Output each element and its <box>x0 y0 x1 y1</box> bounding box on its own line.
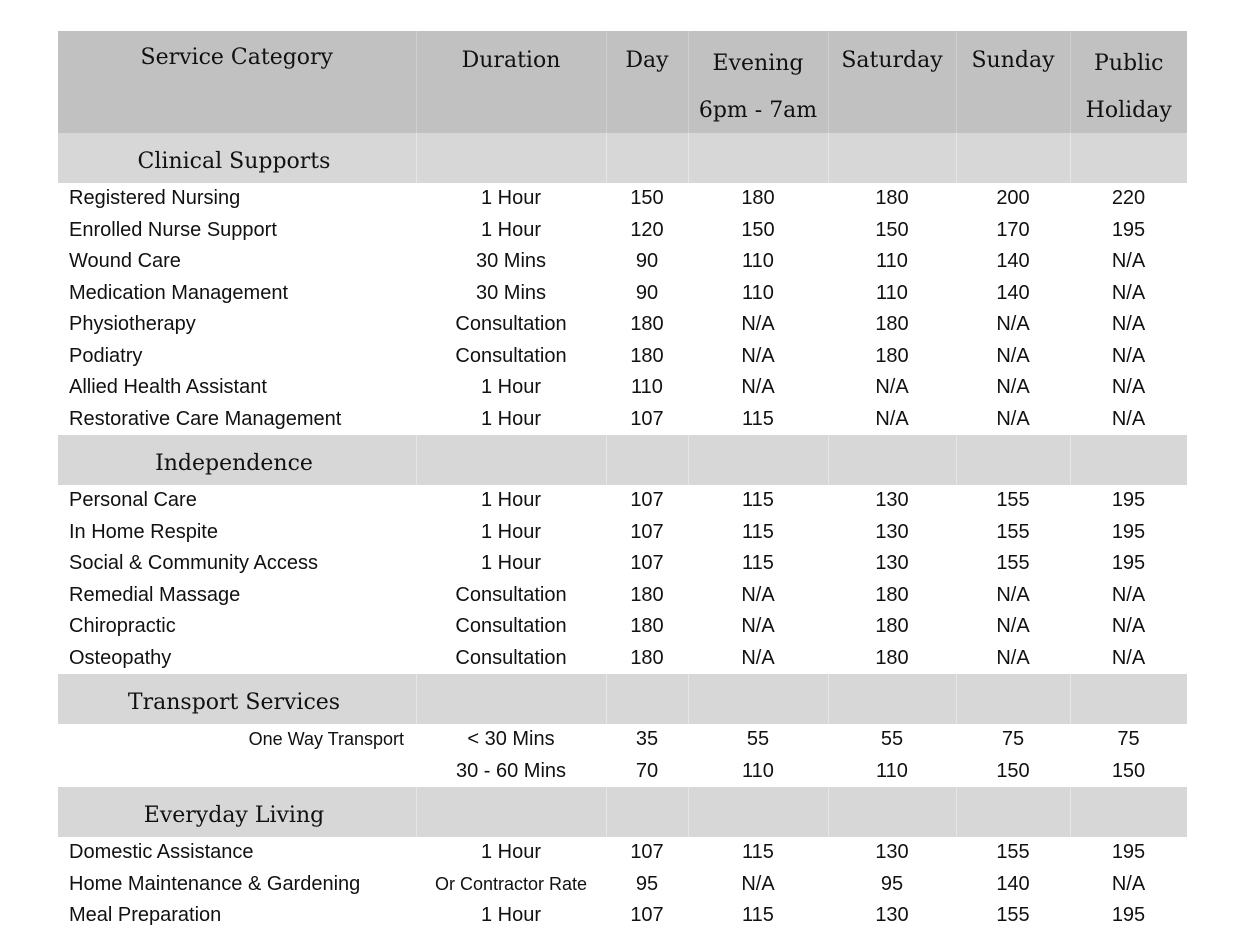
service-name: Osteopathy <box>69 646 172 669</box>
saturday-cell: 55 <box>880 728 904 751</box>
holiday-cell: N/A <box>1111 646 1146 669</box>
header-sunday: Sunday <box>956 31 1070 133</box>
day-cell: 70 <box>635 759 659 782</box>
duration-cell: 1 Hour <box>480 376 542 399</box>
duration-cell: 1 Hour <box>480 841 542 864</box>
saturday-cell: 180 <box>875 187 909 210</box>
evening-cell: 110 <box>742 281 774 304</box>
sunday-cell: 155 <box>996 489 1030 512</box>
price-list-sheet <box>58 31 1187 932</box>
sunday-cell: 155 <box>996 904 1030 927</box>
sunday-cell: 170 <box>996 218 1030 241</box>
holiday-cell: N/A <box>1111 250 1146 273</box>
service-name: Allied Health Assistant <box>69 376 267 399</box>
service-name: Home Maintenance & Gardening <box>69 872 361 895</box>
price-table <box>58 31 1187 932</box>
holiday-cell: N/A <box>1111 376 1146 399</box>
table-row <box>58 724 1187 756</box>
day-cell: 150 <box>630 187 664 210</box>
saturday-cell: N/A <box>875 407 909 430</box>
section-filler-cell <box>956 435 1070 485</box>
table-row <box>58 246 1187 278</box>
section-filler-cell <box>828 674 956 724</box>
holiday-cell: 195 <box>1111 520 1146 543</box>
section-title-cell <box>58 133 416 183</box>
service-name: Registered Nursing <box>69 187 241 210</box>
duration-cell: 1 Hour <box>480 520 542 543</box>
table-header <box>58 31 1187 133</box>
table-row <box>58 183 1187 215</box>
day-cell: 110 <box>631 376 663 399</box>
section-header-row <box>58 435 1187 485</box>
evening-cell: N/A <box>741 344 775 367</box>
holiday-cell: 75 <box>1117 728 1140 751</box>
sunday-cell: 155 <box>996 841 1030 864</box>
table-row <box>58 869 1187 901</box>
table-row <box>58 485 1187 517</box>
sunday-cell: 140 <box>996 872 1030 895</box>
holiday-cell: 195 <box>1111 841 1146 864</box>
section-header-row <box>58 133 1187 183</box>
saturday-cell: 180 <box>875 344 909 367</box>
service-name: Personal Care <box>69 489 197 512</box>
service-name: Social & Community Access <box>69 552 318 575</box>
saturday-cell: 180 <box>875 615 909 638</box>
header-duration: Duration <box>416 31 606 133</box>
service-name: Remedial Massage <box>69 583 241 606</box>
holiday-cell: 220 <box>1111 187 1146 210</box>
sunday-cell: N/A <box>996 407 1030 430</box>
table-row <box>58 900 1187 932</box>
duration-cell: 1 Hour <box>480 552 542 575</box>
duration-cell: 30 Mins <box>475 281 547 304</box>
day-cell: 180 <box>630 344 664 367</box>
day-cell: 180 <box>630 646 664 669</box>
holiday-cell: 195 <box>1111 904 1146 927</box>
sunday-cell: 150 <box>996 759 1030 782</box>
saturday-cell: 150 <box>875 218 909 241</box>
section-title: Transport Services <box>127 689 341 715</box>
table-row <box>58 404 1187 436</box>
table-row <box>58 837 1187 869</box>
service-name <box>58 756 416 788</box>
sunday-cell: N/A <box>996 583 1030 606</box>
duration-cell: 1 Hour <box>480 407 542 430</box>
saturday-cell: 130 <box>875 520 909 543</box>
sunday-cell: N/A <box>996 615 1030 638</box>
table-body <box>58 133 1187 932</box>
evening-cell: 110 <box>742 250 774 273</box>
sunday-cell: 155 <box>996 520 1030 543</box>
section-filler-cell <box>956 133 1070 183</box>
section-title-cell <box>58 674 416 724</box>
table-row <box>58 341 1187 373</box>
section-filler-cell <box>1070 674 1187 724</box>
day-cell: 107 <box>630 520 664 543</box>
duration-cell: 1 Hour <box>480 489 542 512</box>
section-filler-cell <box>688 674 828 724</box>
section-title: Clinical Supports <box>137 148 331 174</box>
table-row <box>58 372 1187 404</box>
evening-cell: 115 <box>742 489 774 512</box>
saturday-cell: 110 <box>876 250 908 273</box>
evening-cell: 55 <box>746 728 770 751</box>
section-filler-cell <box>688 133 828 183</box>
day-cell: 180 <box>630 615 664 638</box>
duration-cell: Consultation <box>455 583 567 606</box>
duration-cell: 1 Hour <box>480 904 542 927</box>
service-name: Wound Care <box>69 250 181 273</box>
section-filler-cell <box>828 435 956 485</box>
day-cell: 107 <box>630 407 664 430</box>
section-filler-cell <box>688 787 828 837</box>
evening-cell: 110 <box>742 759 774 782</box>
day-cell: 90 <box>635 281 659 304</box>
evening-cell: 115 <box>742 904 774 927</box>
evening-cell: N/A <box>741 313 775 336</box>
sunday-cell: N/A <box>996 376 1030 399</box>
table-row <box>58 580 1187 612</box>
table-row <box>58 215 1187 247</box>
section-filler-cell <box>416 133 606 183</box>
day-cell: 120 <box>630 218 664 241</box>
section-filler-cell <box>688 435 828 485</box>
sunday-cell: 140 <box>996 250 1030 273</box>
service-name: In Home Respite <box>69 520 218 543</box>
service-name: Restorative Care Management <box>69 407 342 430</box>
sunday-cell: N/A <box>996 313 1030 336</box>
table-row <box>58 548 1187 580</box>
section-filler-cell <box>606 787 688 837</box>
holiday-cell: 195 <box>1111 218 1146 241</box>
duration-cell: Or Contractor Rate <box>434 873 588 894</box>
duration-cell: Consultation <box>455 646 567 669</box>
duration-cell: 30 - 60 Mins <box>455 759 567 782</box>
section-filler-cell <box>606 674 688 724</box>
section-filler-cell <box>606 133 688 183</box>
duration-cell: 30 Mins <box>475 250 547 273</box>
holiday-cell: N/A <box>1111 344 1146 367</box>
saturday-cell: 130 <box>875 489 909 512</box>
service-name: Meal Preparation <box>69 904 222 927</box>
table-row <box>58 643 1187 675</box>
table-row <box>58 278 1187 310</box>
section-filler-cell <box>1070 787 1187 837</box>
section-filler-cell <box>828 133 956 183</box>
table-row <box>58 756 1187 788</box>
day-cell: 90 <box>635 250 659 273</box>
saturday-cell: 130 <box>875 552 909 575</box>
table-row <box>58 309 1187 341</box>
section-filler-cell <box>956 674 1070 724</box>
saturday-cell: 130 <box>875 841 909 864</box>
sunday-cell: 155 <box>996 552 1030 575</box>
saturday-cell: 110 <box>876 759 908 782</box>
holiday-cell: N/A <box>1111 615 1146 638</box>
day-cell: 35 <box>635 728 659 751</box>
holiday-cell: N/A <box>1111 313 1146 336</box>
evening-cell: 115 <box>742 552 774 575</box>
saturday-cell: N/A <box>875 376 909 399</box>
service-name: Enrolled Nurse Support <box>69 218 277 241</box>
saturday-cell: 95 <box>880 872 904 895</box>
saturday-cell: 180 <box>875 313 909 336</box>
evening-cell: N/A <box>741 615 775 638</box>
service-name: Podiatry <box>69 344 143 367</box>
duration-cell: Consultation <box>455 313 567 336</box>
evening-cell: 150 <box>741 218 775 241</box>
evening-cell: 115 <box>742 841 774 864</box>
holiday-cell: N/A <box>1111 281 1146 304</box>
section-filler-cell <box>416 787 606 837</box>
holiday-cell: N/A <box>1111 872 1146 895</box>
sunday-cell: N/A <box>996 344 1030 367</box>
day-cell: 107 <box>630 552 664 575</box>
service-name: Domestic Assistance <box>69 841 254 864</box>
section-header-row <box>58 674 1187 724</box>
evening-cell: N/A <box>741 376 775 399</box>
duration-cell: 1 Hour <box>480 218 542 241</box>
sunday-cell: N/A <box>996 646 1030 669</box>
section-title-cell <box>58 787 416 837</box>
section-title-cell <box>58 435 416 485</box>
holiday-cell: N/A <box>1111 583 1146 606</box>
day-cell: 95 <box>635 872 659 895</box>
holiday-cell: 150 <box>1111 759 1146 782</box>
saturday-cell: 180 <box>875 646 909 669</box>
saturday-cell: 130 <box>875 904 909 927</box>
sunday-cell: 140 <box>996 281 1030 304</box>
evening-cell: N/A <box>741 583 775 606</box>
section-filler-cell <box>1070 133 1187 183</box>
day-cell: 107 <box>630 904 664 927</box>
duration-cell: Consultation <box>455 615 567 638</box>
service-name: One Way Transport <box>248 729 404 750</box>
service-name: Chiropractic <box>69 615 176 638</box>
evening-cell: N/A <box>741 646 775 669</box>
day-cell: 180 <box>630 313 664 336</box>
table-row <box>58 517 1187 549</box>
section-filler-cell <box>828 787 956 837</box>
service-name: Physiotherapy <box>69 313 196 336</box>
day-cell: 107 <box>630 489 664 512</box>
header-evening-hours: 6pm - 7am <box>688 87 828 133</box>
saturday-cell: 110 <box>876 281 908 304</box>
evening-cell: 115 <box>742 407 774 430</box>
header-public: Public <box>1070 31 1187 87</box>
section-filler-cell <box>1070 435 1187 485</box>
holiday-cell: 195 <box>1111 552 1146 575</box>
header-evening: Evening <box>688 31 828 87</box>
day-cell: 107 <box>630 841 664 864</box>
duration-cell: 1 Hour <box>480 187 542 210</box>
section-title: Everyday Living <box>143 802 325 828</box>
section-title: Independence <box>155 450 313 476</box>
duration-cell: Consultation <box>455 344 567 367</box>
evening-cell: 115 <box>742 520 774 543</box>
day-cell: 180 <box>630 583 664 606</box>
section-filler-cell <box>956 787 1070 837</box>
header-service-category: Service Category <box>58 31 416 133</box>
evening-cell: 180 <box>741 187 775 210</box>
header-saturday: Saturday <box>828 31 956 133</box>
holiday-cell: 195 <box>1111 489 1146 512</box>
saturday-cell: 180 <box>875 583 909 606</box>
sunday-cell: 200 <box>996 187 1030 210</box>
holiday-cell: N/A <box>1111 407 1146 430</box>
duration-cell: < 30 Mins <box>467 728 555 751</box>
table-row <box>58 611 1187 643</box>
section-filler-cell <box>416 435 606 485</box>
sunday-cell: 75 <box>1001 728 1025 751</box>
service-name: Medication Management <box>69 281 289 304</box>
header-day: Day <box>606 31 688 133</box>
header-holiday: Holiday <box>1070 87 1187 133</box>
evening-cell: N/A <box>741 872 775 895</box>
section-header-row <box>58 787 1187 837</box>
section-filler-cell <box>606 435 688 485</box>
